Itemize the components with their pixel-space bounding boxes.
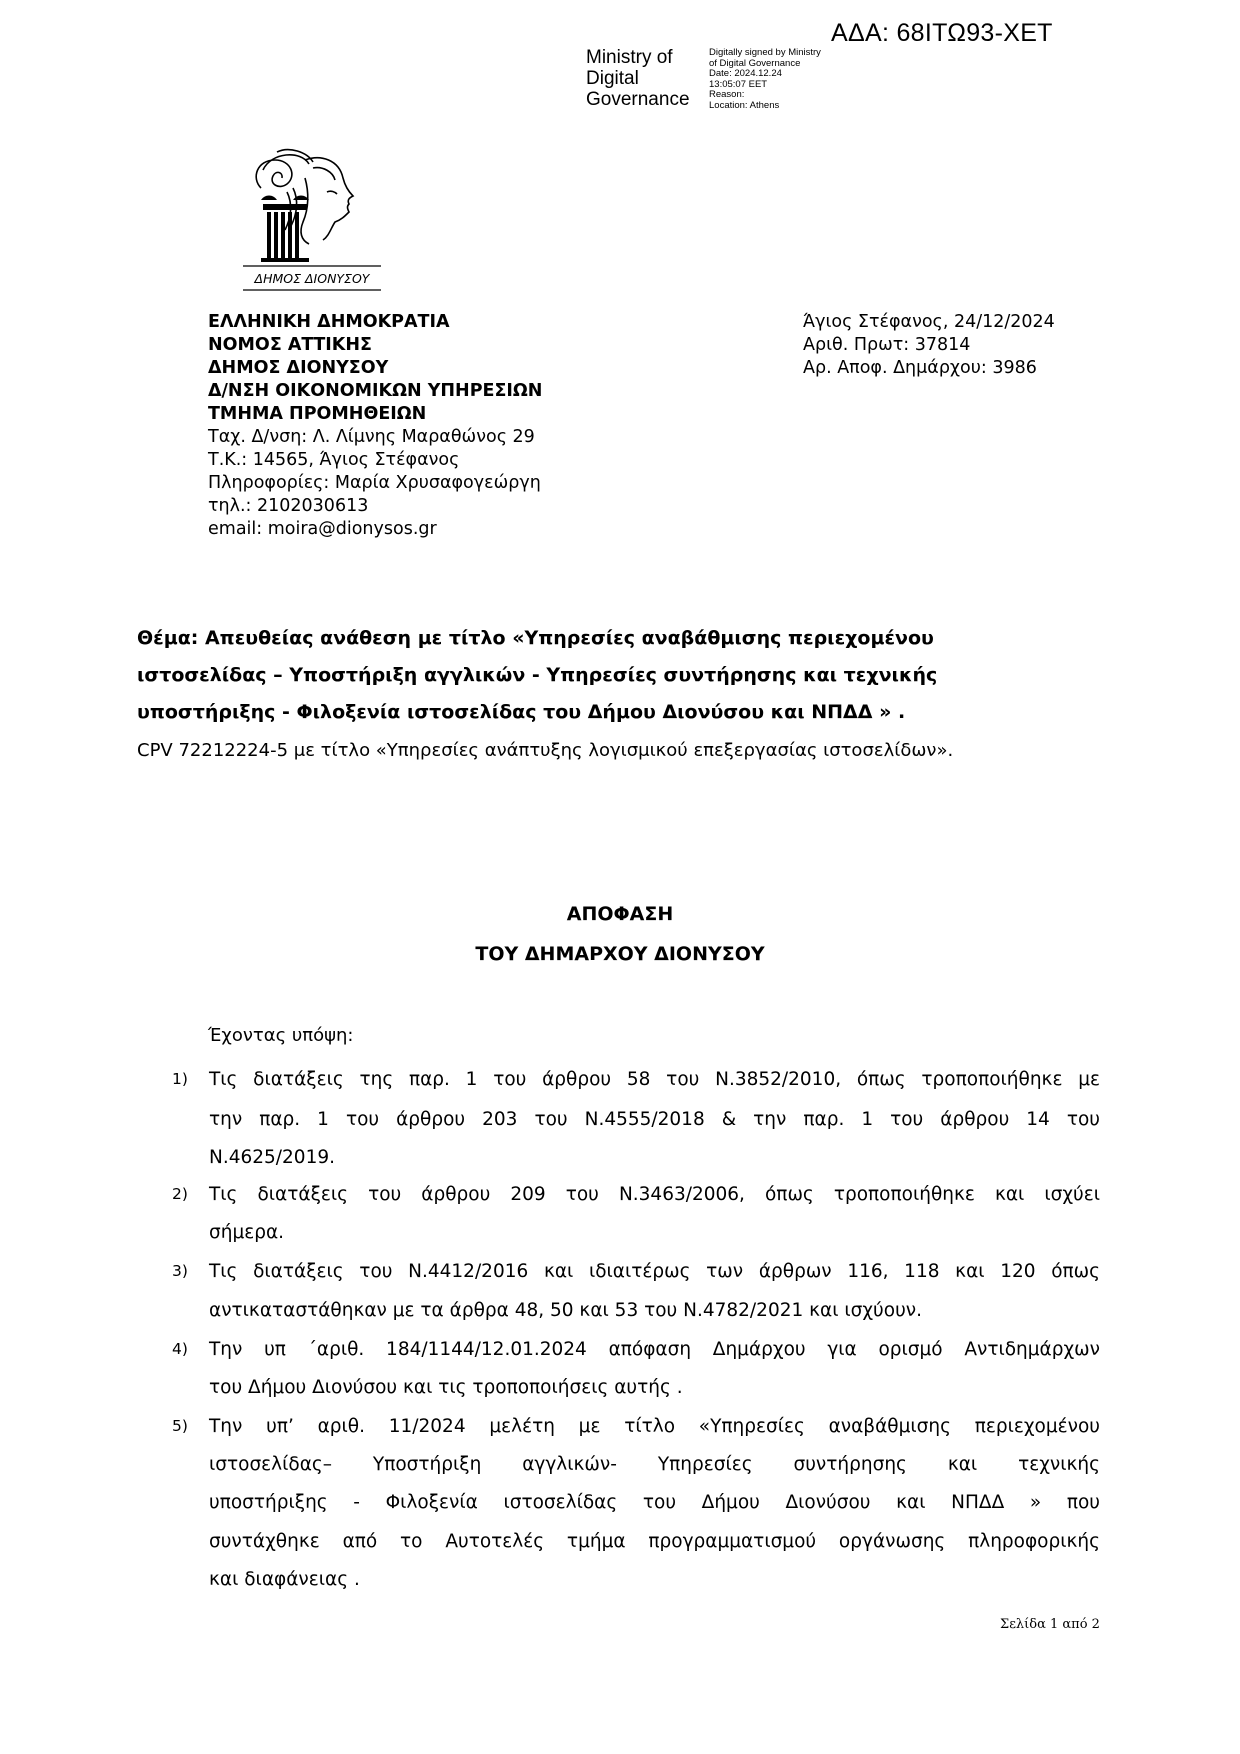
sender-line: Δ/ΝΣΗ ΟΙΚΟΝΟΜΙΚΩΝ ΥΠΗΡΕΣΙΩΝ bbox=[208, 381, 543, 401]
decision-number: Αρ. Αποφ. Δημάρχου: 3986 bbox=[803, 358, 1037, 378]
decision-subtitle: ΤΟΥ ΔΗΜΑΡΧΟΥ ΔΙΟΝΥΣΟΥ bbox=[475, 943, 765, 965]
item-number: 2) bbox=[172, 1185, 188, 1203]
sender-line: ΤΜΗΜΑ ΠΡΟΜΗΘΕΙΩΝ bbox=[208, 404, 427, 424]
signature-org-line: Ministry of bbox=[586, 47, 673, 68]
sender-block bbox=[208, 311, 542, 541]
item-line: ιστοσελίδας– Υποστήριξη αγγλικών- Υπηρεσίες συντήρησης και τεχνικής bbox=[209, 1454, 1100, 1475]
signature-detail-line: Digitally signed by Ministry bbox=[709, 47, 821, 58]
item-line: του Δήμου Διονύσου και τις τροποποιήσεις αυτής . bbox=[209, 1377, 683, 1398]
item-number: 4) bbox=[172, 1340, 188, 1358]
item-line: αντικαταστάθηκαν με τα άρθρα 48, 50 και 53 του Ν.4782/2021 και ισχύουν. bbox=[209, 1300, 922, 1321]
item-line: Ν.4625/2019. bbox=[209, 1147, 335, 1168]
sender-line: ΝΟΜΟΣ ΑΤΤΙΚΗΣ bbox=[208, 335, 372, 355]
subject-line: ιστοσελίδας – Υποστήριξη αγγλικών - Υπηρεσίες συντήρησης και τεχνικής bbox=[137, 664, 938, 686]
cpv-line: CPV 72212224-5 με τίτλο «Υπηρεσίες ανάπτυξης λογισμικού επεξεργασίας ιστοσελίδων». bbox=[137, 740, 954, 761]
sender-line: ΔΗΜΟΣ ΔΙΟΝΥΣΟΥ bbox=[208, 358, 389, 378]
signature-org-line: Digital bbox=[586, 68, 639, 89]
item-line: σήμερα. bbox=[209, 1222, 285, 1243]
item-line: Τις διατάξεις της παρ. 1 του άρθρου 58 του Ν.3852/2010, όπως τροποποιήθηκε με bbox=[209, 1069, 1100, 1090]
signature-detail-line: Date: 2024.12.24 bbox=[709, 68, 782, 80]
item-number: 3) bbox=[172, 1262, 188, 1280]
signature-detail-line: 13:05:07 EET bbox=[709, 78, 768, 90]
item-line: συντάχθηκε από το Αυτοτελές τμήμα προγραμματισμού οργάνωσης πληροφορικής bbox=[209, 1531, 1100, 1552]
signature-detail-line: Reason: bbox=[709, 89, 745, 101]
item-number: 1) bbox=[172, 1070, 188, 1088]
reference-block bbox=[803, 311, 1055, 380]
sender-line: Τ.Κ.: 14565, Άγιος Στέφανος bbox=[208, 450, 460, 470]
item-line: υποστήριξης - Φιλοξενία ιστοσελίδας του Δήμου Διονύσου και ΝΠΔΔ » που bbox=[209, 1492, 1100, 1513]
signature-details bbox=[709, 48, 821, 112]
signature-org-line: Governance bbox=[586, 89, 690, 110]
signature-detail-line: of Digital Governance bbox=[709, 57, 801, 69]
subject-line: υποστήριξης - Φιλοξενία ιστοσελίδας του Δήμου Διονύσου και ΝΠΔΔ » . bbox=[137, 701, 906, 723]
page-number: Σελίδα 1 από 2 bbox=[1000, 1617, 1100, 1632]
sender-line: ΕΛΛΗΝΙΚΗ ΔΗΜΟΚΡΑΤΙΑ bbox=[208, 312, 450, 332]
item-line: Την υπ ΄αριθ. 184/1144/12.01.2024 απόφαση Δημάρχου για ορισμό Αντιδημάρχων bbox=[209, 1339, 1100, 1360]
sender-line: Πληροφορίες: Μαρία Χρυσαφογεώργη bbox=[208, 473, 541, 493]
item-line: και διαφάνειας . bbox=[209, 1569, 360, 1590]
municipality-logo bbox=[243, 148, 381, 294]
subject-line: Θέμα: Απευθείας ανάθεση με τίτλο «Υπηρεσίες αναβάθμισης περιεχομένου bbox=[137, 627, 934, 649]
ada-code: ΑΔΑ: 68ΙΤΩ93-ΧΕΤ bbox=[831, 19, 1053, 47]
item-line: την παρ. 1 του άρθρου 203 του Ν.4555/2018 & την παρ. 1 του άρθρου 14 του bbox=[209, 1109, 1100, 1130]
place-date: Άγιος Στέφανος, 24/12/2024 bbox=[803, 312, 1055, 332]
item-line: Τις διατάξεις του άρθρου 209 του Ν.3463/2006, όπως τροποποιήθηκε και ισχύει bbox=[209, 1184, 1100, 1205]
intro-text: Έχοντας υπόψη: bbox=[208, 1025, 354, 1046]
decision-title: ΑΠΟΦΑΣΗ bbox=[566, 903, 674, 925]
protocol-number: Αριθ. Πρωτ: 37814 bbox=[803, 335, 971, 355]
subject-block bbox=[137, 620, 1067, 731]
signature-detail-line: Location: Athens bbox=[709, 99, 780, 111]
item-line: Την υπ’ αριθ. 11/2024 μελέτη με τίτλο «Υπηρεσίες αναβάθμισης περιεχομένου bbox=[209, 1416, 1100, 1437]
signature-organization bbox=[586, 47, 690, 110]
logo-text: ΔΗΜΟΣ ΔΙΟΝΥΣΟΥ bbox=[254, 271, 370, 286]
item-line: Τις διατάξεις του Ν.4412/2016 και ιδιαιτέρως των άρθρων 116, 118 και 120 όπως bbox=[209, 1261, 1100, 1282]
item-number: 5) bbox=[172, 1417, 188, 1435]
sender-line: Ταχ. Δ/νση: Λ. Λίμνης Μαραθώνος 29 bbox=[208, 427, 535, 447]
sender-line: τηλ.: 2102030613 bbox=[208, 496, 369, 516]
sender-email: email: moira@dionysos.gr bbox=[208, 519, 437, 539]
